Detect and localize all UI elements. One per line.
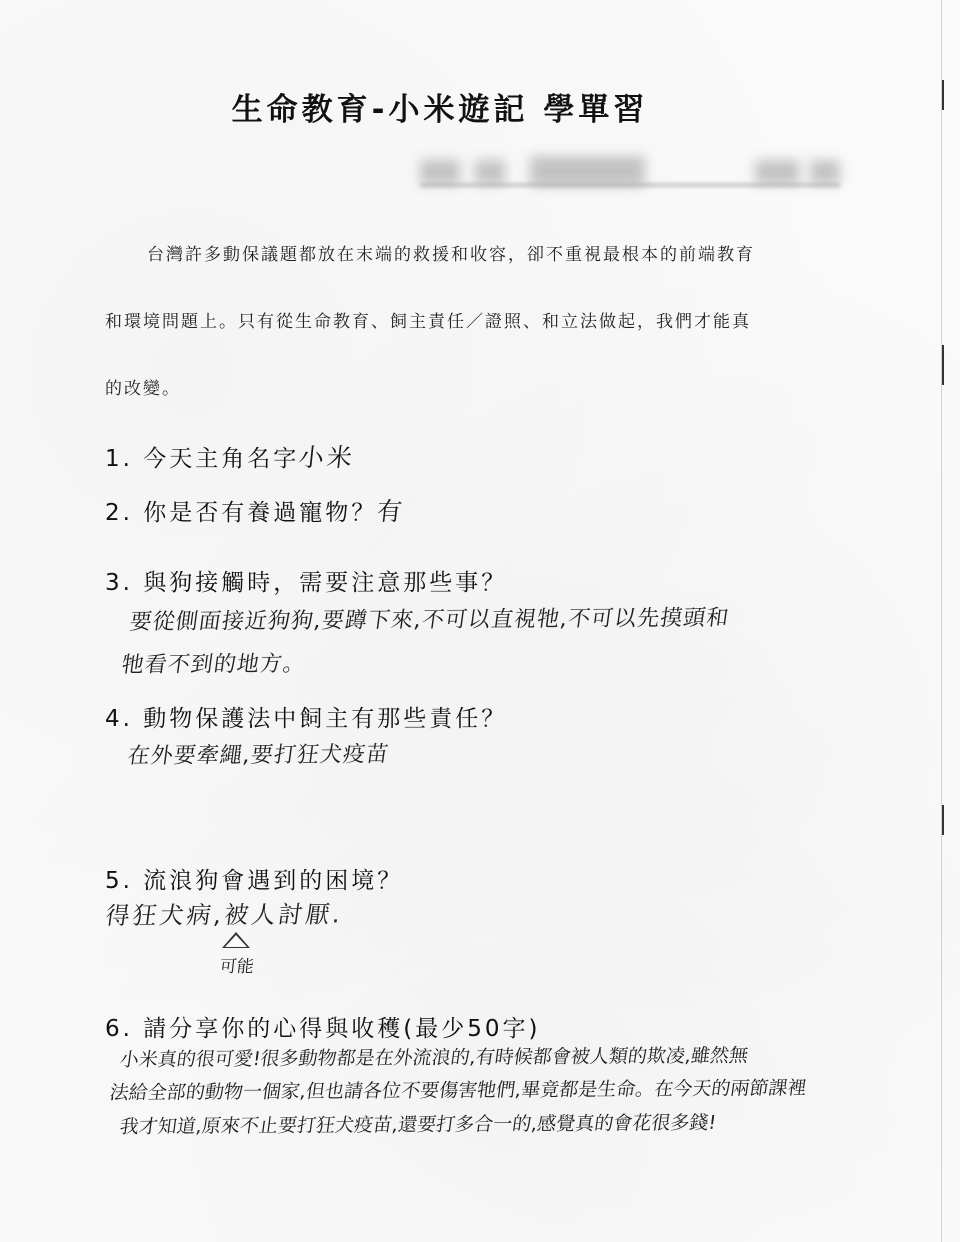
handwritten-answer: 小米真的很可愛!很多動物都是在外流浪的,有時候都會被人類的欺凌,雖然無 [118, 1044, 750, 1071]
insertion-note [218, 932, 258, 982]
redaction-blur [420, 160, 460, 184]
handwritten-answer: 牠看不到的地方。 [120, 651, 308, 678]
handwritten-answer: 得狂犬病,被人討厭. [103, 900, 346, 930]
question-6 [105, 1010, 540, 1043]
redaction-blur [530, 156, 645, 186]
name-underline [420, 184, 840, 186]
redacted-name-field [420, 152, 840, 192]
intro-paragraph [105, 222, 845, 423]
question-3 [105, 564, 507, 597]
handwritten-answer: 在外要牽繩,要打狂犬疫苗 [126, 742, 391, 769]
question-label: 5. 流浪狗會遇到的困境？ [105, 868, 404, 894]
scan-edge-mark [942, 80, 944, 110]
scan-edge-mark [942, 345, 944, 385]
page-edge-line [941, 0, 942, 1242]
handwritten-answer: 要從側面接近狗狗,要蹲下來,不可以直視牠,不可以先摸頭和 [128, 605, 731, 635]
handwritten-answer: 有 [375, 497, 407, 526]
worksheet-title: 生命教育-小米遊記 學單習 [231, 92, 649, 128]
handwritten-answer: 我才知道,原來不止要打狂犬疫苗,還要打多合一的,感覺真的會花很多錢! [118, 1111, 718, 1138]
scan-edge-mark [942, 805, 944, 835]
handwritten-answer: 小米 [297, 443, 357, 472]
intro-line: 台灣許多動保議題都放在末端的救援和收容，卻不重視最根本的前端教育 [147, 245, 755, 265]
redaction-blur [475, 160, 505, 184]
intro-line: 的改變。 [105, 379, 181, 399]
intro-line: 和環境問題上。只有從生命教育、飼主責任／證照、和立法做起，我們才能真 [105, 312, 751, 332]
caret-mark-icon [222, 932, 250, 948]
question-label: 1. 今天主角名字 [105, 446, 300, 472]
question-5 [105, 862, 403, 895]
question-label: 2. 你是否有養過寵物？ [105, 500, 378, 526]
question-label: 3. 與狗接觸時，需要注意那些事？ [105, 570, 508, 596]
redaction-blur [755, 160, 800, 184]
question-label: 6. 請分享你的心得與收穫(最少50字) [105, 1016, 541, 1042]
insertion-text: 可能 [218, 957, 255, 977]
redaction-blur [810, 160, 840, 184]
question-1 [105, 438, 355, 474]
question-2 [105, 492, 405, 528]
question-label: 4. 動物保護法中飼主有那些責任？ [105, 706, 508, 732]
handwritten-answer: 法給全部的動物一個家,但也請各位不要傷害牠們,畢竟都是生命。在今天的兩節課裡 [108, 1077, 809, 1104]
question-4 [105, 700, 507, 733]
